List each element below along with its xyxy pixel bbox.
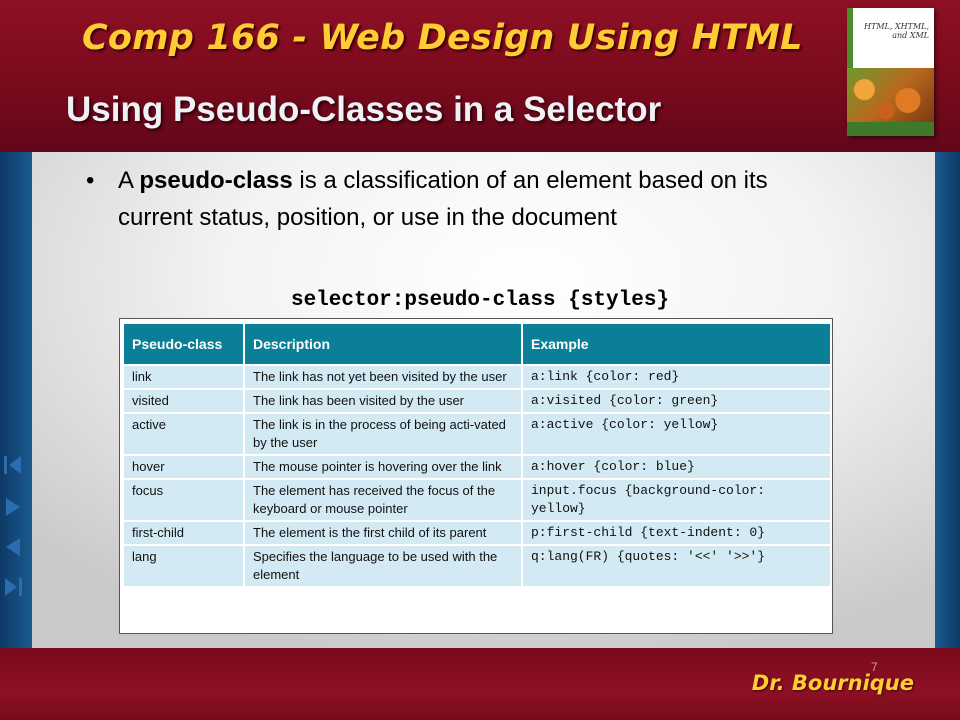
cell-pseudo-class: active (124, 413, 244, 455)
course-title: Comp 166 - Web Design Using HTML (82, 18, 803, 58)
table-row (124, 389, 830, 413)
cell-example: input.focus {background-color: yellow} (522, 479, 830, 521)
cell-description: The link is in the process of being acti-vated by the user (244, 413, 522, 455)
cell-pseudo-class: lang (124, 545, 244, 586)
cell-description: Specifies the language to be used with the element (244, 545, 522, 586)
next-slide-glyph (3, 496, 23, 518)
table-row (124, 413, 830, 455)
book-cover-title (859, 22, 929, 40)
book-cover-band (847, 122, 934, 136)
cell-example: a:visited {color: green} (522, 389, 830, 413)
book-cover-image (847, 8, 934, 136)
table-row (124, 365, 830, 389)
cell-pseudo-class: focus (124, 479, 244, 521)
previous-slide-icon[interactable] (2, 534, 24, 560)
cell-pseudo-class: visited (124, 389, 244, 413)
table-row (124, 455, 830, 479)
bullet-text-rest: is a classification of an element based on its current status, position, or use in the document (118, 167, 768, 231)
bullet-text (118, 162, 828, 236)
cell-description: The link has not yet been visited by the user (244, 365, 522, 389)
table-row (124, 521, 830, 545)
slide-title: Using Pseudo-Classes in a Selector (66, 90, 662, 129)
cell-description: The mouse pointer is hovering over the link (244, 455, 522, 479)
cell-pseudo-class: first-child (124, 521, 244, 545)
cell-description: The element has received the focus of the keyboard or mouse pointer (244, 479, 522, 521)
author-name: Dr. Bournique (751, 671, 914, 695)
book-cover-art (847, 68, 934, 122)
table-row (124, 545, 830, 586)
book-title-line: HTML, XHTML, (864, 22, 929, 31)
pseudo-class-table (124, 324, 830, 586)
book-title-line: and XML (892, 31, 929, 40)
cell-example: q:lang(FR) {quotes: '<<' '>>'} (522, 545, 830, 586)
column-header-description: Description (244, 324, 522, 365)
cell-description: The element is the first child of its parent (244, 521, 522, 545)
cell-pseudo-class: hover (124, 455, 244, 479)
last-slide-glyph (3, 576, 23, 598)
page-number: 7 (871, 660, 878, 674)
cell-example: a:hover {color: blue} (522, 455, 830, 479)
cell-pseudo-class: link (124, 365, 244, 389)
table-header-row (124, 324, 830, 365)
last-slide-icon[interactable] (2, 574, 24, 600)
syntax-line: selector:pseudo-class {styles} (290, 289, 670, 312)
right-side-strip (935, 152, 960, 648)
table-row (124, 479, 830, 521)
first-slide-glyph (3, 454, 23, 476)
bullet-text-lead: A (118, 167, 140, 194)
bullet-term: pseudo-class (139, 167, 293, 194)
column-header-pseudo-class: Pseudo-class (124, 324, 244, 365)
bullet-dot: • (86, 167, 95, 194)
cell-example: p:first-child {text-indent: 0} (522, 521, 830, 545)
cell-description: The link has been visited by the user (244, 389, 522, 413)
next-slide-icon[interactable] (2, 494, 24, 520)
pseudo-class-table-frame (119, 318, 833, 634)
cell-example: a:active {color: yellow} (522, 413, 830, 455)
column-header-example: Example (522, 324, 830, 365)
cell-example: a:link {color: red} (522, 365, 830, 389)
previous-slide-glyph (3, 536, 23, 558)
first-slide-icon[interactable] (2, 452, 24, 478)
